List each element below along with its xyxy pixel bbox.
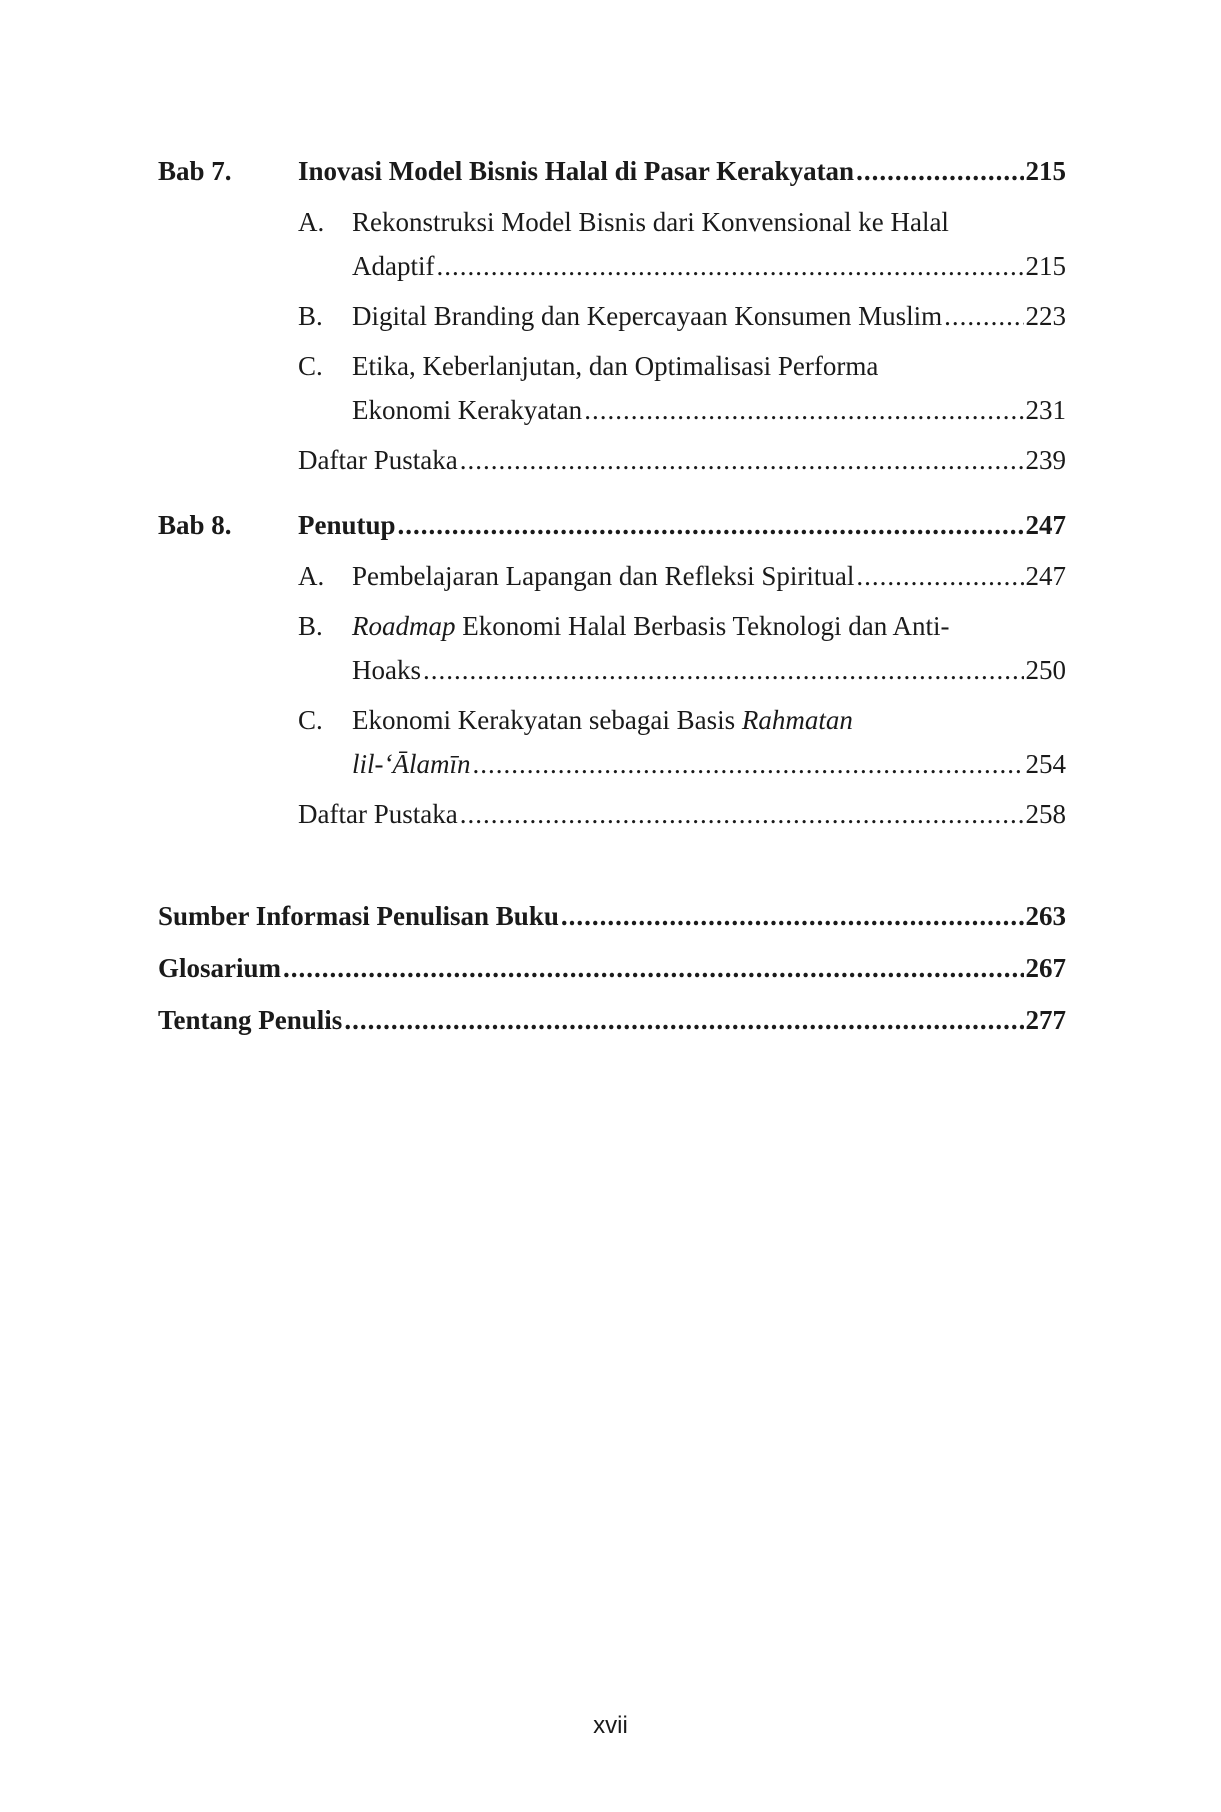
chapter-page: 247: [1025, 510, 1066, 540]
dot-leader: [344, 994, 1023, 1046]
entry-title-italic: Rahmatan: [741, 705, 853, 735]
toc-entry-8c[interactable]: [298, 698, 1066, 786]
back-matter-page: 267: [1025, 953, 1066, 983]
toc-entry-sources[interactable]: [158, 890, 1066, 942]
entry-page: 247: [1025, 561, 1066, 591]
dot-leader: [423, 648, 1024, 692]
toc-entry-about-author[interactable]: [158, 994, 1066, 1046]
toc-entry-8b[interactable]: [298, 604, 1066, 692]
chapter-title: Penutup: [298, 510, 396, 540]
chapter-page: 215: [1025, 156, 1066, 186]
entry-title: Digital Branding dan Kepercayaan Konsumen Muslim: [352, 301, 943, 331]
chapter-heading[interactable]: [158, 148, 1066, 194]
toc-entry-bibliography-8[interactable]: [298, 792, 1066, 836]
toc-entry-7c[interactable]: [298, 344, 1066, 432]
bibliography-page: 239: [1025, 445, 1066, 475]
table-of-contents: [158, 148, 1066, 1046]
dot-leader: [283, 942, 1023, 994]
back-matter-page: 263: [1025, 901, 1066, 931]
dot-leader: [472, 742, 1023, 786]
dot-leader: [856, 148, 1023, 194]
chapter-number: Bab 8.: [158, 510, 232, 540]
entry-title-line2: lil-‘Ālamīn: [352, 749, 471, 779]
entry-title-line1: Ekonomi Halal Berbasis Teknologi dan Anti-: [455, 611, 950, 641]
entry-title: Pembelajaran Lapangan dan Refleksi Spiritual: [352, 561, 855, 591]
entry-letter: A.: [298, 561, 325, 591]
toc-entry-7b[interactable]: [298, 294, 1066, 338]
back-matter-title: Glosarium: [158, 953, 282, 983]
entry-page: 223: [1025, 301, 1066, 331]
back-matter-page: 277: [1025, 1005, 1066, 1035]
entry-title-line1: Etika, Keberlanjutan, dan Optimalisasi Performa: [352, 351, 879, 381]
entry-title-line1: Rekonstruksi Model Bisnis dari Konvensional ke Halal: [352, 207, 949, 237]
chapter-heading[interactable]: [158, 502, 1066, 548]
entry-title-italic: Roadmap: [352, 611, 456, 641]
chapter-7: [158, 148, 1066, 482]
entry-letter: A.: [298, 207, 325, 237]
entry-page: 254: [1025, 749, 1066, 779]
entry-letter: B.: [298, 301, 323, 331]
toc-entry-8a[interactable]: [298, 554, 1066, 598]
page-number: xvii: [593, 1712, 628, 1739]
dot-leader: [460, 792, 1024, 836]
dot-leader: [944, 294, 1023, 338]
bibliography-page: 258: [1025, 799, 1066, 829]
bibliography-label: Daftar Pustaka: [298, 799, 458, 829]
back-matter-title: Tentang Penulis: [158, 1005, 343, 1035]
dot-leader: [398, 502, 1024, 548]
back-matter: [158, 890, 1066, 1046]
dot-leader: [856, 554, 1023, 598]
toc-entry-7a[interactable]: [298, 200, 1066, 288]
dot-leader: [460, 438, 1024, 482]
bibliography-label: Daftar Pustaka: [298, 445, 458, 475]
dot-leader: [561, 890, 1024, 942]
chapter-title: Inovasi Model Bisnis Halal di Pasar Kerakyatan: [298, 156, 855, 186]
entry-title-line2: Adaptif: [352, 251, 435, 281]
entry-title-line2: Ekonomi Kerakyatan: [352, 395, 583, 425]
entry-page: 231: [1025, 395, 1066, 425]
back-matter-title: Sumber Informasi Penulisan Buku: [158, 901, 559, 931]
entry-letter: C.: [298, 351, 323, 381]
dot-leader: [584, 388, 1023, 432]
entry-title-line2: Hoaks: [352, 655, 421, 685]
chapter-number: Bab 7.: [158, 156, 232, 186]
toc-entry-glossary[interactable]: [158, 942, 1066, 994]
entry-letter: C.: [298, 705, 323, 735]
dot-leader: [436, 244, 1023, 288]
entry-page: 215: [1025, 251, 1066, 281]
entry-page: 250: [1025, 655, 1066, 685]
entry-letter: B.: [298, 611, 323, 641]
entry-title-line1: Ekonomi Kerakyatan sebagai Basis: [352, 705, 742, 735]
chapter-8: [158, 502, 1066, 836]
toc-entry-bibliography-7[interactable]: [298, 438, 1066, 482]
